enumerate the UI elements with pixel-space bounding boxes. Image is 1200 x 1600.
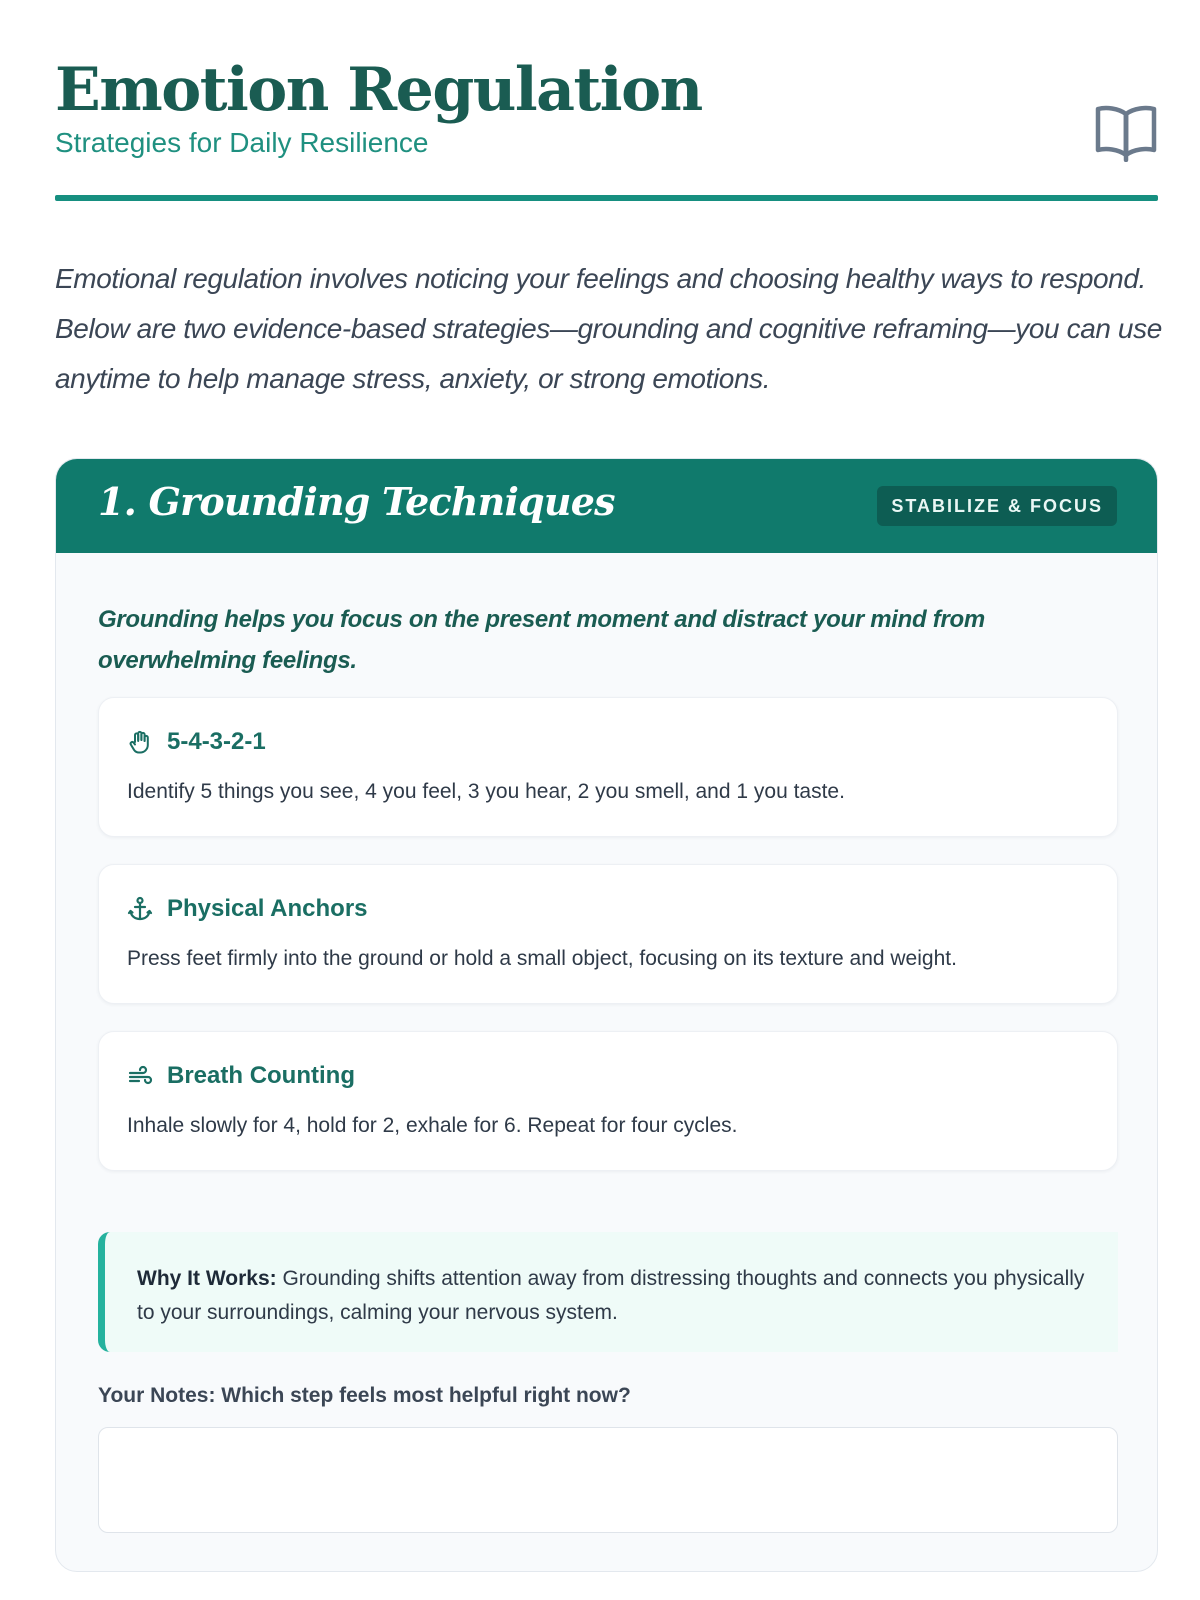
- technique-card-54321: [98, 697, 1118, 837]
- why-it-works-callout: [98, 1232, 1118, 1352]
- section-badge: STABILIZE & FOCUS: [877, 486, 1117, 526]
- technique-description: Inhale slowly for 4, hold for 2, exhale for 6. Repeat for four cycles.: [127, 1114, 738, 1137]
- technique-card-breath-counting: [98, 1031, 1118, 1171]
- book-open-icon: [1094, 102, 1158, 162]
- technique-card-physical-anchors: [98, 864, 1118, 1004]
- why-it-works-body: Grounding shifts attention away from distressing thoughts and connects you physically to your surroundings, calming your nervous system.: [137, 1267, 1085, 1324]
- why-it-works-label: Why It Works:: [137, 1267, 277, 1290]
- hand-icon: [127, 729, 153, 755]
- anchor-icon: [127, 896, 153, 922]
- wind-icon: [127, 1063, 153, 1089]
- intro-paragraph: Emotional regulation involves noticing your feelings and choosing healthy ways to respond. Below are two evidence-based strategies—grounding and cognitive reframing—you can use anytime to help manage stress, anxiety, or strong emotions.: [55, 263, 1162, 394]
- technique-description: Identify 5 things you see, 4 you feel, 3 you hear, 2 you smell, and 1 you taste.: [127, 780, 845, 803]
- header-divider: [55, 195, 1158, 201]
- section-lead: Grounding helps you focus on the present moment and distract your mind from overwhelming feelings.: [98, 606, 985, 674]
- technique-title: Physical Anchors: [167, 895, 368, 922]
- section-header: [56, 459, 1157, 553]
- why-it-works-text: [137, 1262, 1097, 1330]
- technique-title: 5-4-3-2-1: [167, 728, 266, 755]
- page-subtitle: Strategies for Daily Resilience: [55, 127, 429, 158]
- page-title: Emotion Regulation: [55, 55, 702, 125]
- section-title: 1. Grounding Techniques: [98, 479, 615, 524]
- grounding-section-card: [55, 458, 1158, 1572]
- technique-title: Breath Counting: [167, 1062, 355, 1089]
- technique-description: Press feet firmly into the ground or hold a small object, focusing on its texture and weight.: [127, 947, 957, 970]
- notes-input[interactable]: [98, 1427, 1118, 1533]
- notes-label: Your Notes: Which step feels most helpful right now?: [98, 1384, 631, 1407]
- page-header: [55, 56, 1158, 202]
